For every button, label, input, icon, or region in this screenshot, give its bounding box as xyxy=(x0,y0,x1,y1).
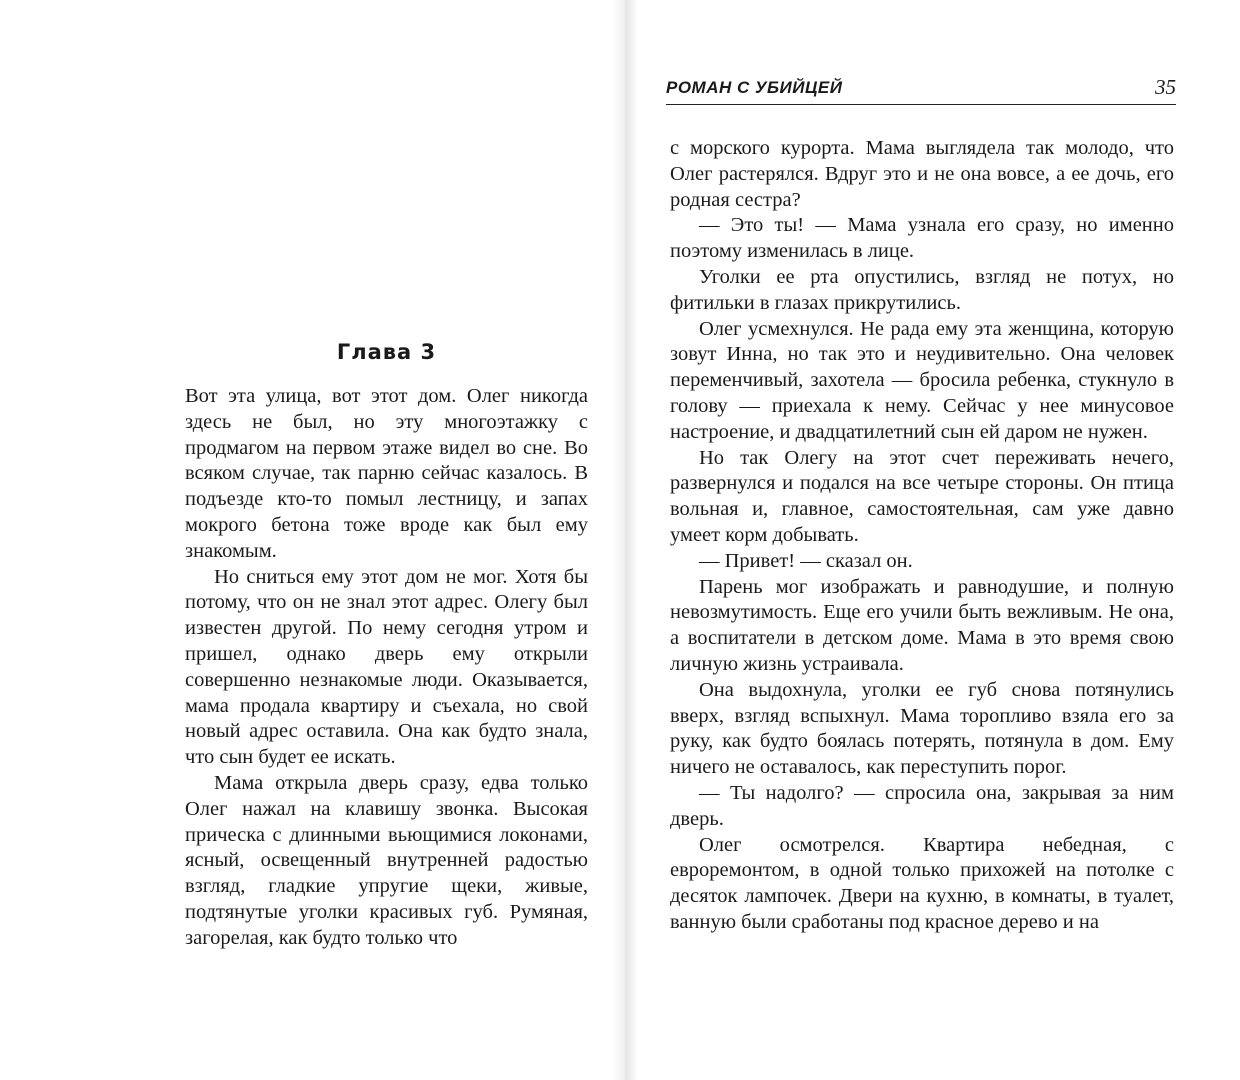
paragraph: — Привет! — сказал он. xyxy=(699,549,913,572)
running-title: РОМАН С УБИЙЦЕЙ xyxy=(666,78,843,97)
paragraph: Мама открыла дверь сразу, едва только Олег нажал на клавишу звонка. Высокая прическа с длинными вьющимися локонами, ясный, освещенный внутренней радостью взгляд, гладкие упругие щеки, живые, подтянутые уголки красивых губ. Румяная, загорелая, как будто только что xyxy=(185,771,588,949)
paragraph: — Это ты! — Мама узнала его сразу, но именно поэтому изменилась в лице. xyxy=(670,214,1174,263)
paragraph: — Ты надолго? — спросила она, закрывая за ним дверь. xyxy=(670,781,1174,830)
paragraph: с морского курорта. Мама выглядела так молодо, что Олег растерялся. Вдруг это и не она вовсе, а ее дочь, его родная сестра? xyxy=(670,137,1174,211)
paragraph: Но сниться ему этот дом не мог. Хотя бы потому, что он не знал этот адрес. Олегу был известен другой. По нему сегодня утром и пришел, однако дверь ему открыли совершенно незнакомые люди. Оказывается, мама продала квартиру и съехала, но свой новый адрес оставила. Она как будто знала, что сын будет ее искать. xyxy=(185,565,588,769)
chapter-title: Глава 3 xyxy=(336,340,437,364)
right-page xyxy=(638,0,1240,1080)
left-page-text xyxy=(185,384,588,952)
paragraph: Она выдохнула, уголки ее губ снова потянулись вверх, взгляд вспыхнул. Мама торопливо взяла его за руку, как будто боялась потерять, потянула в дом. Ему ничего не оставалось, как переступить порог. xyxy=(670,678,1174,779)
left-page xyxy=(0,0,612,1080)
book-gutter xyxy=(612,0,638,1080)
paragraph: Но так Олегу на этот счет переживать нечего, развернулся и подался на все четыре стороны. Он птица вольная и, главное, самостоятельная, сам уже давно умеет корм добывать. xyxy=(670,446,1174,546)
paragraph: Парень мог изображать и равнодушие, и полную невозмутимость. Еще его учили быть вежливым. Не она, а воспитатели в детском доме. Мама в это время свою личную жизнь устраивала. xyxy=(670,575,1174,675)
running-head xyxy=(666,74,1176,105)
paragraph: Вот эта улица, вот этот дом. Олег никогда здесь не был, но эту многоэтажку с продмагом на первом этаже видел во сне. Во всяком случае, так парню сейчас казалось. В подъезде кто-то помыл лестницу, и запах мокрого бетона тоже вроде как был ему знакомым. xyxy=(185,385,588,562)
paragraph: Олег осмотрелся. Квартира небедная, с евроремонтом, в одной только прихожей на потолке с десяток лампочек. Двери на кухню, в комнаты, в туалет, ванную были сработаны под красное дерево и на xyxy=(670,833,1174,933)
paragraph: Олег усмехнулся. Не рада ему эта женщина, которую зовут Инна, но так это и неудивительно. Она человек переменчивый, захотела — бросила ребенка, стукнуло в голову — приехала к нему. Сейчас у нее минусовое настроение, и двадцатилетний сын ей даром не нужен. xyxy=(670,317,1174,443)
right-page-text xyxy=(670,136,1174,936)
paragraph: Уголки ее рта опустились, взгляд не потух, но фитильки в глазах прикрутились. xyxy=(670,265,1174,314)
page-number: 35 xyxy=(1155,75,1176,99)
